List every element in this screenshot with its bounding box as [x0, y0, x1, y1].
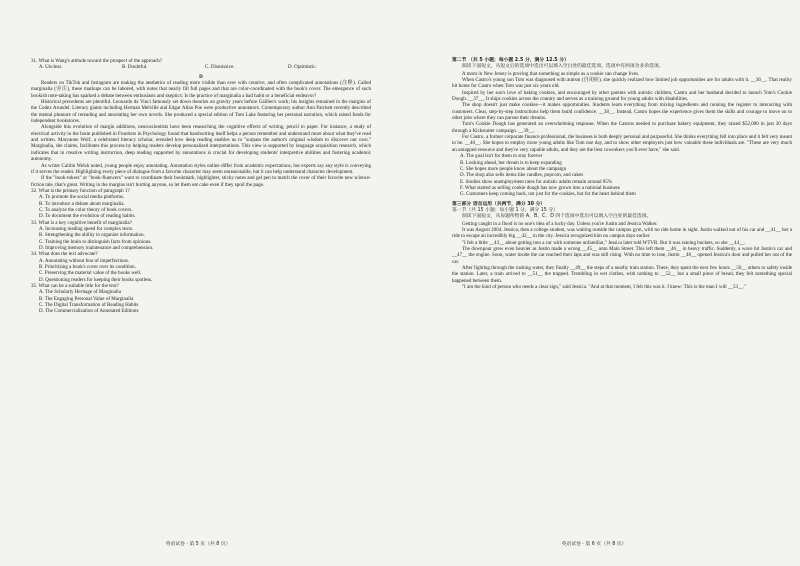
part-3-instructions: 阅读下面短文，从每题所给的 A、B、C、D 四个选项中选出可以填入空白处的最佳选项。	[462, 214, 652, 220]
option: F. What started as selling cookie dough has now grown into a national business	[460, 184, 620, 191]
option: D. Questioning readers for keeping their books spotless.	[39, 276, 153, 283]
question-31-options	[31, 64, 371, 70]
option: A. Unclear.	[39, 64, 63, 71]
cloze-paragraph: Getting caught in a flood is no one's idea of a lucky day. Unless you're Justin and Jessica Walker.	[462, 220, 658, 227]
page-footer-right: 英语试卷 · 第 6 页（共 8 页）	[561, 542, 627, 547]
option: C. Dismissive.	[205, 64, 235, 71]
option: A. To promote the social media platforms.	[39, 194, 125, 201]
cloze-paragraph: It was August 2004. Jessica, then a college student, was waiting outside the campus gym, with no ride home in sight. Justin walked out of his car and __41__ her a ride to escape an incredibly big __42__ in the city. Jessica recognized him on campus days earlier.	[452, 226, 792, 240]
option: B. Strengthening the ability to organize information.	[39, 232, 145, 239]
option: C. Training the brain to distinguish facts from opinions.	[39, 238, 152, 245]
passage-paragraph: If the "book-tokers" or "book-fluencers" want to coordinate their bookmark, highlighter, sticky notes and gel pen to match the cover of their favorite new science-fiction tale, that's great. Writing in the margins isn't hurting anyone, so let them eat cake even if they spoil the page.	[31, 175, 371, 188]
section-d-heading: D	[199, 73, 203, 80]
passage-paragraph: As writer Caitlin Welsh noted, young people enjoy annotating. Annotation styles online differ from academic expectations, but experts say any style is conveying if it serves the reader. Highlighting every piece of dialogue from a favorite character may seem unreasonable, but it can help understand character development.	[31, 162, 371, 175]
cloze-paragraph: "I felt a little __43__ about getting into a car with someone unfamiliar," Jessica later told WTVR. But it was raining buckets, so she __44__.	[462, 239, 746, 246]
option: A. Increasing reading speed for complex texts.	[39, 225, 134, 232]
option: E. Studies show unemployment rates for autistic adults remain around 85%	[460, 178, 613, 185]
question-stem: 32. What is the primary function of paragraph 1?	[31, 187, 130, 194]
cloze-paragraph: For Castro, a former corporate finance professional, the business is both deeply personal and purposeful. She thinks everything fell into place and it felt very meant to be. __40__. She hopes to employ more young adults like Tom one day, and to show other employers just how valuable these individuals are. "These are very much an untapped resource and they're very capable adults, and they are the best coworkers you'll ever have," she said.	[452, 134, 792, 153]
page-footer-left: 英语试卷 · 第 5 页（共 8 页）	[165, 542, 231, 547]
question-31: 31. What is Wang's attitude toward the prospect of the approach?	[31, 58, 163, 64]
option: C. Preserving the material value of the books well.	[39, 270, 142, 277]
passage-paragraph: Alongside this evolution of margin additions, neuroscientists have been researching the cognitive effects of writing, pencil to paper. For instance, a study of electrical activity in the brain published in Frontiers in Psychology found that handwriting itself helps a person remember and understand more about what they've read and written. Maryanne Wolf, a celebrated literacy scholar, revealed how deep reading enables us to "surpass the author's original wisdom to discover our own." Marginalia, she claims, facilitates this process by helping readers develop personalized interpretations. This view is supported by language acquisition research, which indicates that in creative writing instruction, deep reading supported by annotations is crucial for developing students' interpretive abilities and fostering academic autonomy.	[31, 124, 371, 163]
option: A. The goal isn't for them to stay forever	[460, 153, 543, 160]
option: D. To document the evolution of reading habits.	[39, 213, 136, 220]
question-stem: 34. What does the text advocate?	[31, 251, 98, 258]
option: B. Looking ahead, her dream is to keep expanding	[460, 159, 562, 166]
cloze-paragraph: When Castro's young son Tom was diagnosed with autism (自闭症), she quickly realized how limited job opportunities are for adults with it. __36__. That reality hit home for Castro when Tom was just six years old.	[452, 77, 792, 90]
cloze-paragraph: Tom's Cookie Dough has generated an overwhelming response. When the Castros needed to purchase bakery equipment, they raised $52,000 in just 30 days through a Kickstarter campaign. __39__.	[452, 121, 792, 134]
cloze-paragraph: "I am the kind of person who needs a clear sign," said Jessica. "And at that moment, I felt this was it. I knew: This is the man I will __53__."	[462, 284, 747, 291]
option: D. The shop also sells items like candles, popcorn, and cakes	[460, 172, 584, 179]
question-stem: 35. What can be a suitable title for the text?	[31, 283, 119, 290]
part-3-title: 第三部分 语言运用（共两节，满分 30 分）	[452, 201, 546, 207]
section-2-title: 第二节 （共 5 小题；每小题 2.5 分，满分 12.5 分）	[452, 58, 569, 63]
passage-paragraph: Historical precedents are plentiful. Leonardo da Vinci famously set down theories on gravity years before Galileo's work; his insights remained in the margins of the Codex Arundel. Literary giants including Herman Melville and Edgar Allan Poe were productive annotators. Contemporary author Ann Patchett recently described the mental pleasure of rereading and annotating her own novels. She produced a special edition of Tom Lake featuring her personal narration, which raised funds for independent bookstores.	[31, 99, 371, 125]
option: B. Doubtful.	[122, 64, 148, 71]
option: B. Prioritizing a book's cover over its condition.	[39, 264, 136, 270]
cloze-paragraph: Inspired by her son's love of baking cookies, and encouraged by other parents with autistic children, Castro and her husband decided to launch Tom's Cookie Dough. __37__. It ships cookies across the country and serves as a training ground for young adults with disabilities.	[452, 89, 792, 103]
option: B. To introduce a debate about marginalia.	[39, 200, 125, 207]
option: G. Customers keep coming back, not just for the cookies, but for the heart behind them	[460, 191, 636, 198]
part-3-subtitle: 第一节（共 15 小题；每小题 1 分，满分 15 分）	[452, 207, 558, 213]
cloze-paragraph: The shop doesn't just make cookies—it makes opportunities. Students learn everything from mixing ingredients and running the register to interacting with customers. Clear, step-by-step instructions help them build confidence. __38__. Instead, Castro hopes the experience gives them the skills and courage to move on to other jobs where they can pursue their dreams.	[452, 102, 792, 122]
option: C. The Digital Transformation of Reading Habits	[39, 302, 139, 309]
option: C. To analyze the color theory of book covers.	[39, 206, 133, 213]
question-stem: 33. What is a key cognitive benefit of marginalia?	[31, 219, 132, 226]
option: D. Optimistic.	[288, 64, 317, 71]
right-page	[452, 58, 792, 290]
option: D. The Commercialization of Annotated Editions	[39, 308, 139, 315]
cloze-paragraph: After fighting through the rushing water, they finally __49__ the steps of a nearby train station. There, they spent the next few hours __50__ others to safety inside the station. Later, a train arrived to __51__ the trapped. Trembling in wet clothes, with nothing to __52__ but a small piece of bread, they felt something special happened between them.	[452, 265, 792, 284]
cloze-paragraph: A mom in New Jersey is proving that something as simple as a cookie can change lives.	[462, 70, 640, 77]
option: D. Improving memory maintenance and comprehension.	[39, 244, 154, 251]
section-2-instructions: 阅读下面短文，从短文后的选项中选出可以填入空白处的最佳选项。选项中有两项为多余选项。	[462, 64, 664, 70]
cloze-paragraph: The downpour grew even heavier as Justin made a wrong __45__ onto Main Street. This left them __46__ in heavy traffic. Suddenly, a wave hit Justin's car and __47__ the engine. Soon, water inside the car reached their laps and was still rising. With no time to lose, Justin __48__ opened Jessica's door and pulled her out of the car.	[452, 245, 792, 265]
option: C. She hopes more people know about the campaign	[460, 165, 567, 172]
passage-paragraph: Readers on TikTok and Instagram are making the aesthetics of reading more visible than ever with creative, and often complicated annotations (注释). Called marginalia (旁注), these markups can be labored, with notes that nearly fill full pages and that are color-coordinated with the book's cover. The emergence of such bookish note-taking has sparked a debate between enthusiasts and skeptics: Is the practice of marginalia a bad habit or a beneficial endeavor?	[31, 80, 371, 99]
option: A. The Scholarly Heritage of Marginalia	[39, 289, 121, 296]
option: B. The Engaging Personal Value of Marginalia	[39, 295, 134, 302]
left-page	[31, 58, 371, 315]
option: A. Annotating without fear of imperfections.	[39, 257, 130, 264]
